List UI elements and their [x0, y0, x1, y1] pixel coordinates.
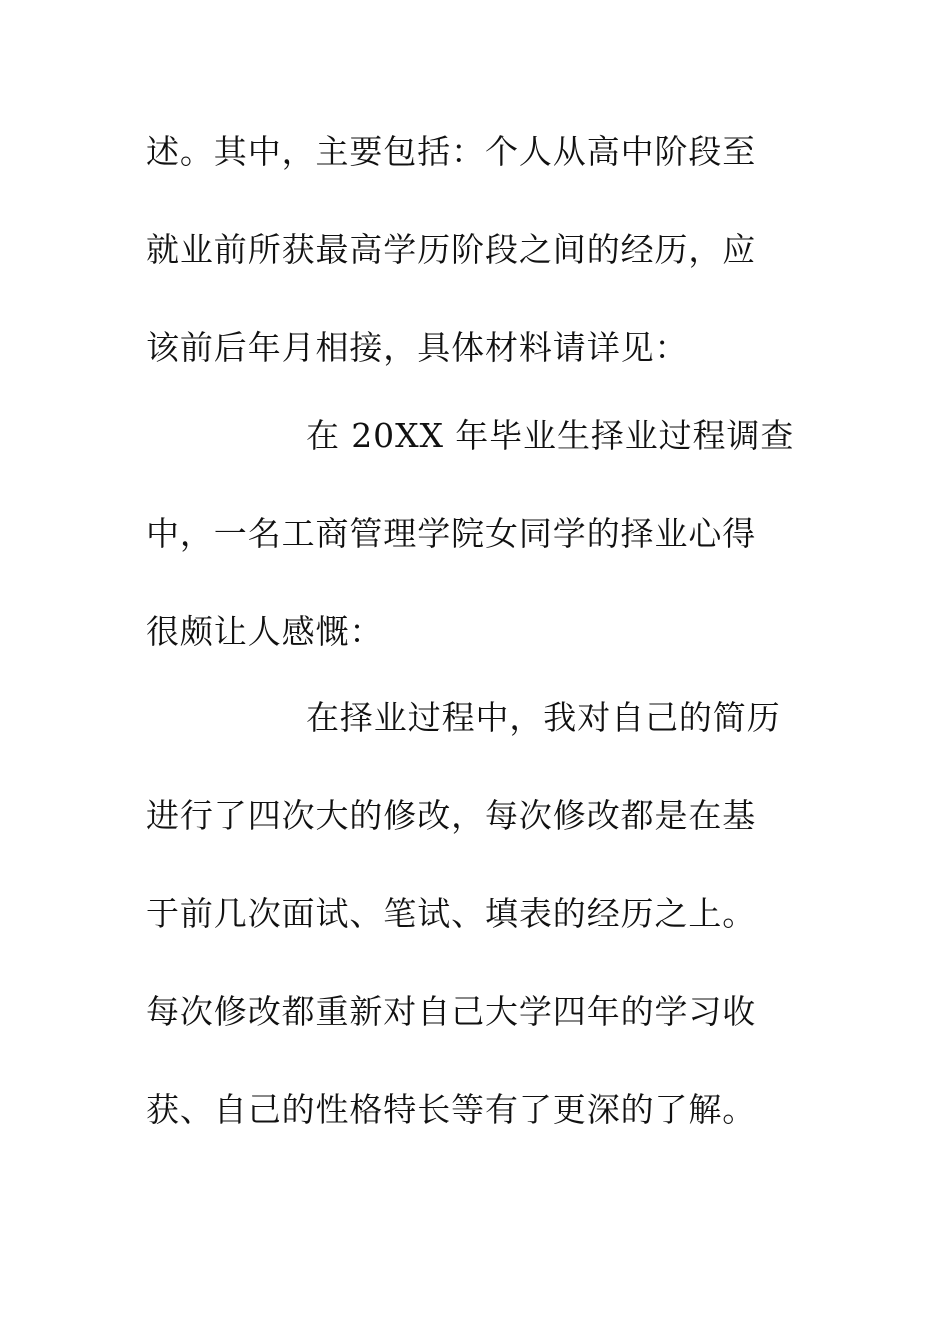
text-line: 于前几次面试、笔试、填表的经历之上。	[146, 894, 757, 933]
text-line: 该前后年月相接，具体材料请详见：	[146, 328, 689, 367]
text-line: 每次修改都重新对自己大学四年的学习收	[146, 992, 757, 1031]
text-line: 中，一名工商管理学院女同学的择业心得	[146, 514, 757, 553]
paragraph-start-line: 在择业过程中，我对自己的简历	[306, 698, 781, 737]
text-line: 就业前所获最高学历阶段之间的经历，应	[146, 230, 757, 269]
text-line: 述。其中，主要包括：个人从高中阶段至	[146, 132, 757, 171]
paragraph-start-line: 在 20XX 年毕业生择业过程调查	[306, 416, 795, 455]
text-line: 很颇让人感慨：	[146, 612, 384, 651]
text-line: 进行了四次大的修改，每次修改都是在基	[146, 796, 757, 835]
text-line: 获、自己的性格特长等有了更深的了解。	[146, 1090, 757, 1129]
